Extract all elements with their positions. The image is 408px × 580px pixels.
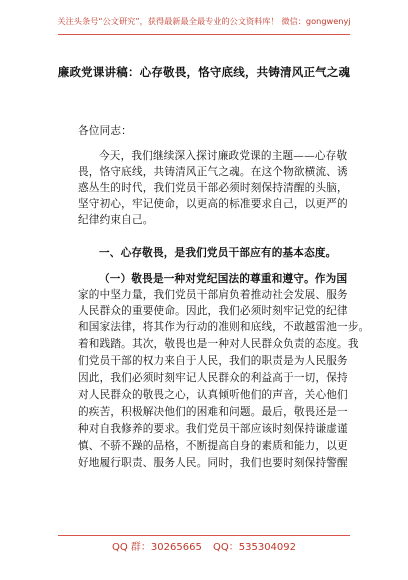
paragraph-line: 的疾苦，积极解决他们的困难和问题。最后，敬畏还是一 (78, 406, 348, 418)
document-title: 廉政党课讲稿：心存敬畏，恪守底线，共铸清风正气之魂 (57, 65, 351, 79)
page-footer (0, 535, 408, 575)
qq-number: QQ：535304092 (213, 542, 297, 553)
paragraph-line: 惑丛生的时代，我们党员干部必须时刻保持清醒的头脑， (78, 182, 348, 194)
header-notice: 关注头条号“公文研究”，获得最新最全最专业的公文资料库！ 微信：gongwenyj (57, 16, 351, 26)
paragraph-line: 种对自我修养的要求。我们党员干部应该时刻保持谦虚谨 (78, 423, 348, 435)
section-heading: 一、心存敬畏，是我们党员干部应有的基本态度。 (99, 247, 337, 259)
paragraph-line: 对人民群众的敬畏之心，认真倾听他们的声音，关心他们 (78, 389, 348, 401)
paragraph-line: 因此，我们必须时刻牢记人民群众的利益高于一切，保持 (78, 372, 348, 384)
qq-group-number: QQ 群：30265665 (111, 542, 202, 553)
paragraph-line: 和国家法律，将其作为行动的准则和底线，不敢越雷池一步。 (78, 321, 370, 333)
salutation: 各位同志： (78, 125, 132, 137)
subsection-heading: （一）敬畏是一种对党纪国法的尊重和遵守。作为国 (99, 273, 348, 285)
paragraph-line: 今天，我们继续深入探讨廉政党课的主题——心存敬 (99, 150, 348, 162)
page-header (0, 0, 408, 52)
paragraph-line: 畏，恪守底线，共铸清风正气之魂。在这个物欲横流、诱 (78, 166, 348, 178)
paragraph-line: 纪律约束自己。 (78, 214, 154, 226)
paragraph-line: 家的中坚力量，我们党员干部肩负着推动社会发展、服务 (78, 289, 348, 301)
paragraph-line: 慎、不骄不躁的品格，不断提高自身的素质和能力，以更 (78, 440, 348, 452)
paragraph-line: 坚守初心，牢记使命，以更高的标准要求自己，以更严的 (78, 198, 348, 210)
paragraph-line: 好地履行职责、服务人民。同时，我们也要时刻保持警醒 (78, 457, 348, 469)
footer-divider (58, 535, 350, 536)
subsection-line (99, 272, 347, 286)
paragraph-line: 着和践踏。其次，敬畏也是一种对人民群众负责的态度。我 (78, 338, 359, 350)
paragraph-line: 们党员干部的权力来自于人民，我们的职责是为人民服务 (78, 355, 348, 367)
paragraph-line: 人民群众的重要使命。因此，我们必须时刻牢记党的纪律 (78, 305, 348, 317)
header-divider (58, 34, 350, 35)
footer-contact (0, 538, 408, 553)
